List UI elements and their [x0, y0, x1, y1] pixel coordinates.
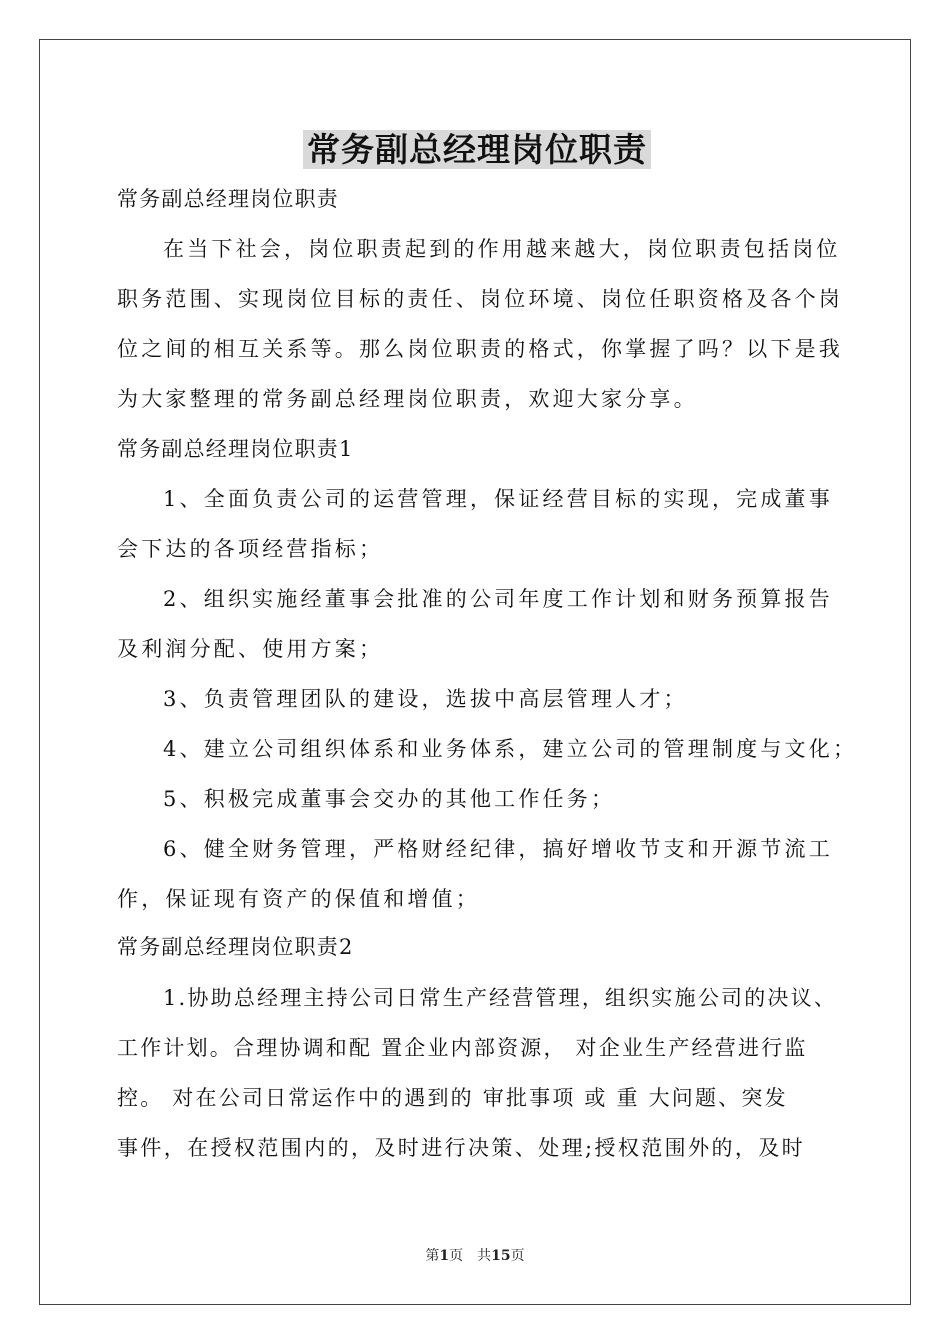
section-heading-2: 常务副总经理岗位职责2 — [117, 935, 354, 959]
intro-heading: 常务副总经理岗位职责 — [117, 187, 339, 211]
page-prefix: 第 — [425, 1248, 440, 1264]
document-title: 常务副总经理岗位职责 — [117, 127, 837, 173]
paragraph-line: 为大家整理的常务副总经理岗位职责，欢迎大家分享。 — [117, 387, 698, 411]
list-item: 4、建立公司组织体系和业务体系，建立公司的管理制度与文化； — [163, 737, 858, 761]
paragraph-line: 职务范围、实现岗位目标的责任、岗位环境、岗位任职资格及各个岗 — [117, 287, 843, 311]
list-item-continuation: 工作计划。合理协调和配 置企业内部资源， 对企业生产经营进行监 — [117, 1036, 808, 1060]
list-item: 6、健全财务管理，严格财经纪律，搞好增收节支和开源节流工 — [163, 837, 833, 861]
paragraph-line: 位之间的相互关系等。那么岗位职责的格式，你掌握了吗？以下是我 — [117, 337, 843, 361]
list-item-continuation: 及利润分配、使用方案； — [117, 637, 384, 661]
page-total: 15 — [491, 1248, 511, 1264]
list-item-continuation: 控。 对在公司日常运作中的遇到的 审批事项 或 重 大问题、突发 — [117, 1086, 788, 1110]
list-item-continuation: 作，保证现有资产的保值和增值； — [117, 887, 480, 911]
list-item-continuation: 会下达的各项经营指标； — [117, 537, 384, 561]
list-item: 2、组织实施经董事会批准的公司年度工作计划和财务预算报告 — [163, 587, 833, 611]
page-mid: 页 共 — [449, 1248, 492, 1264]
list-item-continuation: 事件，在授权范围内的，及时进行决策、处理;授权范围外的，及时 — [117, 1136, 806, 1160]
paragraph-line: 在当下社会，岗位职责起到的作用越来越大，岗位职责包括岗位 — [163, 237, 841, 261]
list-item: 1.协助总经理主持公司日常生产经营管理，组织实施公司的决议、 — [163, 986, 838, 1010]
page-border — [39, 39, 911, 1305]
page-footer — [0, 1247, 950, 1265]
list-item: 1、全面负责公司的运营管理，保证经营目标的实现，完成董事 — [163, 487, 833, 511]
list-item: 3、负责管理团队的建设，选拔中高层管理人才； — [163, 687, 688, 711]
page-suffix: 页 — [510, 1248, 525, 1264]
section-heading-1: 常务副总经理岗位职责1 — [117, 437, 354, 461]
page-current: 1 — [439, 1248, 450, 1264]
list-item: 5、积极完成董事会交办的其他工作任务； — [163, 787, 616, 811]
